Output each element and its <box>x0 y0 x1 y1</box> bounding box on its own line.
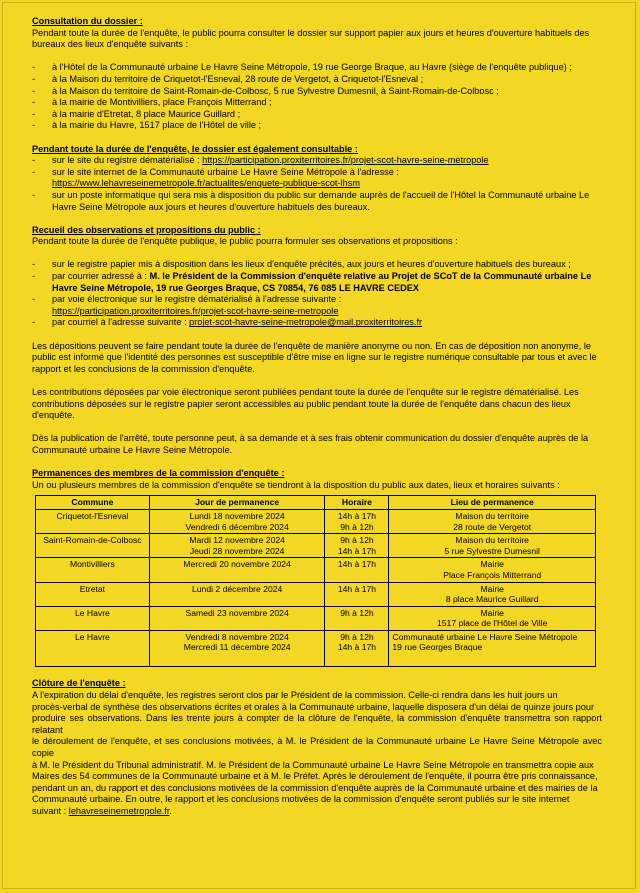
paragraph-line: A l'expiration du délai d'enquête, les registres seront clos par le Président de la commission. Celle-ci rendra dans les huit jours un <box>32 690 558 701</box>
cell-line: 1517 place de l'Hôtel de Ville <box>436 618 548 629</box>
cell-commune: Etretat <box>36 582 150 606</box>
list-item-text: sur un poste informatique qui sera mis à disposition du public sur demande auprès de l'accueil de l'Hôtel la Communauté urbaine Le <box>52 189 590 200</box>
list-item-continuation <box>32 306 602 318</box>
cell-horaires <box>325 630 389 666</box>
paragraph-line: contributions déposées sur le registre papier seront accessibles au public pendant toute la durée de l'enquête dans chacun des lieux <box>32 398 571 409</box>
cloture-heading: Clôture de l'enquête : <box>32 678 126 689</box>
cell-horaires <box>325 509 389 533</box>
cell-line: Vendredi 8 novembre 2024 <box>185 631 289 642</box>
paragraph-line <box>32 806 602 818</box>
permanences-intro: Un ou plusieurs membres de la commission d'enquête se tiendront à la disposition du public aux dates, lieux et horaires suivants : <box>32 479 560 490</box>
list-item-continuation <box>32 202 602 214</box>
list-item: - à la Maison du territoire de Saint-Romain-de-Colbosc, 5 rue Sylvestre Dumesnil, à Saint-Romain-de-Colbosc ; <box>32 85 499 96</box>
cell-line: Place François Mitterrand <box>443 569 542 580</box>
cell-line: Mercredi 20 novembre 2024 <box>183 559 291 570</box>
paragraph-line: le déroulement de l'enquête, et ses conclusions motivées, à M. le Président de la Communauté urbaine Le Havre Seine Métropole avec copie <box>32 736 602 759</box>
cell-horaires <box>325 558 389 582</box>
metropole-website-link[interactable]: lehavreseinemetropole.fr <box>68 806 170 816</box>
list-item: - à la Maison du territoire de Criquetot-l'Esneval, 28 route de Vergetot, à Criquetot-l'Esneval ; <box>32 73 424 84</box>
cell-line: Communauté urbaine Le Havre Seine Métropole <box>392 631 578 642</box>
list-item: - par voie électronique sur le registre dématérialisé à l'adresse suivante : <box>32 294 342 305</box>
list-item: - sur un poste informatique qui sera mis à disposition du public sur demande auprès de l'accueil de l'Hôtel la Communauté urbaine Le <box>32 189 590 200</box>
list-item: - à la mairie de Montivilliers, place François Mitterrand ; <box>32 97 272 108</box>
list-item-text: par voie électronique sur le registre dématérialisé à l'adresse suivante : <box>52 294 342 305</box>
cell-line: 14h à 17h <box>337 559 377 570</box>
list-item-text: à l'Hôtel de la Communauté urbaine Le Havre Seine Métropole, 19 rue George Braque, au Havre (siège de l'enquête publique) ; <box>52 62 572 73</box>
cell-jours <box>149 606 325 630</box>
cell-line: Lundi 18 novembre 2024 <box>189 510 285 521</box>
email-link[interactable]: projet-scot-havre-seine-metropole@mail.proxiterritoires.fr <box>189 317 423 328</box>
cell-line: 9h à 12h <box>340 521 374 532</box>
paragraph-line: produire ses observations. Dans les trente jours à compter de la clôture de l'enquête, la commission d'enquête transmettra son rapport relatant <box>32 713 602 735</box>
table-row <box>36 582 596 606</box>
cell-jours <box>149 534 325 558</box>
column-header-horaire: Horaire <box>325 496 389 510</box>
cell-jours <box>149 582 325 606</box>
postal-address-line-1: M. le Président de la Commission d'enquête relative au Projet de SCoT de la Communauté urbaine Le <box>149 271 592 282</box>
list-item: - par courriel à l'adresse suivante : projet-scot-havre-seine-metropole@mail.proxiterritoires.fr <box>32 317 423 328</box>
registry-link[interactable]: https://participation.proxiterritoires.fr/projet-scot-havre-seine-metropole <box>202 155 489 166</box>
cell-horaires <box>325 534 389 558</box>
table-row <box>36 630 596 666</box>
cell-lieu <box>389 509 596 533</box>
cell-line: 14h à 17h <box>337 545 377 556</box>
table-header-row <box>36 496 596 510</box>
cell-line: Mercredi 11 décembre 2024 <box>183 642 291 653</box>
cell-line: 8 place Maurice Guillard <box>445 594 539 605</box>
cell-line: Mairie <box>480 607 504 618</box>
list-item-text: à la mairie d'Etretat, 8 place Maurice Guillard ; <box>52 108 241 119</box>
list-item-text: à la mairie du Havre, 1517 place de l'Hôtel de ville ; <box>52 120 262 131</box>
cell-commune: Le Havre <box>36 606 150 630</box>
cell-lieu <box>389 534 596 558</box>
list-item: - à la mairie du Havre, 1517 place de l'Hôtel de ville ; <box>32 120 262 131</box>
cell-line: Lundi 2 décembre 2024 <box>191 583 283 594</box>
consultation-heading: Consultation du dossier : <box>32 16 143 26</box>
cell-line: Mairie <box>480 583 504 594</box>
paragraph-line: pendant un an, du rapport et des conclusions motivées de la commission d'enquête auprès de la Communauté urbaine et des mairies de la <box>32 782 598 793</box>
column-header-jour: Jour de permanence <box>149 496 325 510</box>
paragraph-line: public est informé que l'identité des personnes est susceptible d'être mise en ligne sur le registre numérique consultable par tous et avec le <box>32 352 597 363</box>
list-item-text: à la Maison du territoire de Criquetot-l'Esneval, 28 route de Vergetot, à Criquetot-l'Esneval ; <box>52 73 424 84</box>
list-item: - sur le site du registre dématérialisé : https://participation.proxiterritoires.fr/projet-scot-havre-seine-metropole <box>32 155 489 166</box>
paragraph-line: Maires des 54 communes de la Communauté urbaine et à M. le Préfet. Après le déroulement de l'enquête, il pourra être pris connaissance, <box>32 771 598 782</box>
paragraph-line: Les dépositions peuvent se faire pendant toute la durée de l'enquête de manière anonyme ou non. En cas de déposition non anonyme, le <box>32 340 592 351</box>
list-item-text: sur le site du registre dématérialisé : <box>52 155 203 166</box>
cell-line: 14h à 17h <box>337 510 377 521</box>
table-row <box>36 534 596 558</box>
cell-jours <box>149 630 325 666</box>
list-item: - sur le registre papier mis à disposition dans les lieux d'enquête précités, aux jours et heures d'ouverture habituels des bureaux ; <box>32 259 571 270</box>
paragraph-text: suivant : <box>32 806 69 816</box>
list-item: - à l'Hôtel de la Communauté urbaine Le Havre Seine Métropole, 19 rue George Braque, au Havre (siège de l'enquête publique) ; <box>32 62 572 73</box>
table-row <box>36 606 596 630</box>
cell-line: Samedi 23 novembre 2024 <box>185 607 289 618</box>
cell-line: 9h à 12h <box>340 535 374 546</box>
paragraph-line: Communauté urbaine Le Havre Seine Métropole. <box>32 444 233 455</box>
consultation-places-list <box>32 62 602 132</box>
cell-commune: Saint-Romain-de-Colbosc <box>36 534 150 558</box>
cell-line: 5 rue Sylvestre Dumesnil <box>444 545 540 556</box>
column-header-commune: Commune <box>36 496 150 510</box>
list-item-text: à la mairie de Montivilliers, place François Mitterrand ; <box>52 97 272 108</box>
list-item-text: par courrier adressé à : <box>52 271 150 282</box>
cell-commune: Criquetot-l'Esneval <box>36 509 150 533</box>
cell-jours <box>149 509 325 533</box>
cell-commune: Le Havre <box>36 630 150 666</box>
registry-link[interactable]: https://participation.proxiterritoires.fr/projet-scot-havre-seine-metropole <box>52 305 339 316</box>
cell-lieu <box>389 606 596 630</box>
paragraph-line: Les contributions déposées par voie électronique seront publiées pendant toute la durée de l'enquête sur le registre dématérialisé. Les <box>32 387 579 397</box>
cell-line: 9h à 12h <box>340 631 374 642</box>
column-header-lieu: Lieu de permanence <box>389 496 596 510</box>
observations-heading: Recueil des observations et propositions du public : <box>32 224 261 235</box>
paragraph-line: Dès la publication de l'arrêté, toute personne peut, à sa demande et à ses frais obtenir communication du dossier d'enquête auprès de la <box>32 433 589 444</box>
list-item: - à la mairie d'Etretat, 8 place Maurice Guillard ; <box>32 108 241 119</box>
paragraph-line: Communauté urbaine. En outre, le rapport et les conclusions motivées de la commission d'enquête seront publiés sur le site internet <box>32 794 570 805</box>
permanences-table <box>35 495 596 667</box>
table-row <box>36 558 596 582</box>
paragraph-line: rapport et les conclusions de la commission d'enquête. <box>32 363 255 374</box>
cell-commune: Montivilliers <box>36 558 150 582</box>
cell-line: Maison du territoire <box>455 535 529 546</box>
paragraph-cloture <box>32 690 602 818</box>
paragraph-communication <box>32 433 602 456</box>
cell-line: 14h à 17h <box>337 642 377 653</box>
table-row <box>36 509 596 533</box>
paragraph-contributions <box>32 387 602 422</box>
paragraph-depositions <box>32 341 602 376</box>
cell-lieu <box>389 558 596 582</box>
paragraph-line: à M. le Président du Tribunal administratif. M. le Président de la Communauté urbaine Le Havre Seine Métropole en transmettra copie aux <box>32 759 594 770</box>
list-item-text: sur le registre papier mis à disposition dans les lieux d'enquête précités, aux jours et heures d'ouverture habituels des bureaux ; <box>52 259 571 270</box>
cell-line: Vendredi 6 décembre 2024 <box>185 521 289 532</box>
list-item-text: sur le site internet de la Communauté urbaine Le Havre Seine Métropole à l'adresse : <box>52 166 399 177</box>
cell-line: Mairie <box>480 559 504 570</box>
cell-lieu <box>389 582 596 606</box>
paragraph-text: . <box>169 806 172 816</box>
cell-line: 28 route de Vergetot <box>453 521 532 532</box>
cell-line: 19 rue Georges Braque <box>392 642 483 653</box>
cell-line: Mardi 12 novembre 2024 <box>189 535 285 546</box>
cell-line: Jeudi 28 novembre 2024 <box>189 545 285 556</box>
cell-lieu <box>389 630 596 666</box>
website-link[interactable]: https://www.lehavreseinemetropole.fr/actualites/enquete-publique-scot-lhsm <box>52 178 360 189</box>
postal-address-line-2: Havre Seine Métropole, 19 rue Georges Braque, CS 70854, 76 085 LE HAVRE CEDEX <box>52 282 419 293</box>
cell-horaires <box>325 606 389 630</box>
online-heading: Pendant toute la durée de l'enquête, le dossier est également consultable : <box>32 143 358 154</box>
list-item-continuation <box>32 283 602 295</box>
notice-document <box>32 16 602 818</box>
consultation-intro-line-1: Pendant toute la durée de l'enquête, le public pourra consulter le dossier sur support papier aux jours et heures d'ouverture habituels des <box>32 27 590 38</box>
list-item-text: par courriel à l'adresse suivante : <box>52 317 190 328</box>
cell-jours <box>149 558 325 582</box>
cell-line: 14h à 17h <box>337 583 377 594</box>
list-item-text: à la Maison du territoire de Saint-Romain-de-Colbosc, 5 rue Sylvestre Dumesnil, à Saint-Romain-de-Colbosc ; <box>52 85 499 96</box>
list-item-continuation <box>32 178 602 190</box>
list-item: - sur le site internet de la Communauté urbaine Le Havre Seine Métropole à l'adresse : <box>32 166 399 177</box>
list-item: - par courrier adressé à : M. le Président de la Commission d'enquête relative au Projet de SCoT de la Communauté urbaine Le <box>32 271 592 282</box>
consultation-intro-line-2: bureaux des lieux d'enquête suivants : <box>32 39 189 50</box>
list-item-text: Havre Seine Métropole aux jours et heures d'ouverture habituels des bureaux. <box>52 201 370 212</box>
cell-line: Maison du territoire <box>455 510 529 521</box>
paragraph-line: d'enquête. <box>32 410 75 421</box>
permanences-heading: Permanences des membres de la commission d'enquête : <box>32 468 285 479</box>
cell-horaires <box>325 582 389 606</box>
observations-intro: Pendant toute la durée de l'enquête publique, le public pourra formuler ses observations et propositions : <box>32 236 458 247</box>
cell-line: 9h à 12h <box>340 607 374 618</box>
paragraph-line: procès-verbal de synthèse des observations écrites et orales à la Communauté urbaine, laquelle disposera d'un délai de quinze jours pour <box>32 701 595 712</box>
